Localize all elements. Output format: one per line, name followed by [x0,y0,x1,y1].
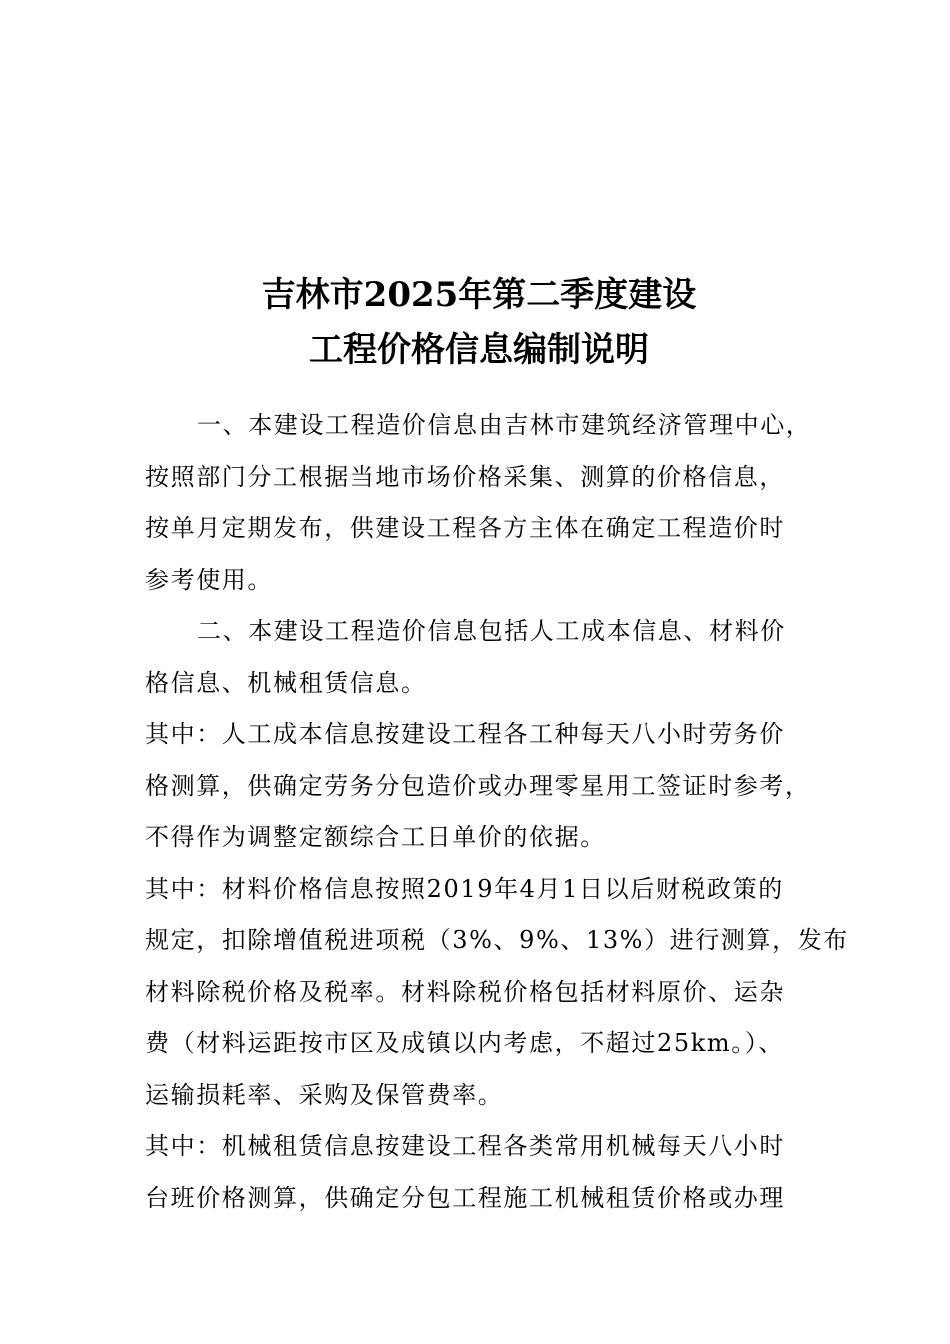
paragraph-3 [145,709,811,864]
title-line-2: 工程价格信息编制说明 [309,330,649,370]
text-line: 一、本建设工程造价信息由吉林市建筑经济管理中心， [197,411,812,439]
text-line: 其中：机械租赁信息按建设工程各类常用机械每天八小时 [145,1132,785,1160]
title-line-1: 吉林市2025年第二季度建设 [261,275,697,315]
paragraph-1 [145,400,812,606]
paragraph-5 [145,1121,805,1224]
text-line: 按单月定期发布，供建设工程各方主体在确定工程造价时 [145,514,785,542]
text-line: 台班价格测算，供确定分包工程施工机械租赁价格或办理 [145,1183,785,1212]
document-title [0,268,950,378]
text-line: 按照部门分工根据当地市场价格采集、测算的价格信息， [145,462,785,491]
text-line: 不得作为调整定额综合工日单价的依据。 [145,823,606,851]
paragraph-4 [145,864,849,1122]
text-line: 参考使用。 [145,565,273,594]
text-line: 二、本建设工程造价信息包括人工成本信息、材料价 [197,617,786,645]
paragraph-2 [145,606,805,709]
document-body [145,400,849,1224]
text-line: 材料除税价格及税率。材料除税价格包括材料原价、运杂 [145,977,785,1006]
text-line: 格测算，供确定劳务分包造价或办理零星用工签证时参考， [145,771,811,800]
text-line: 运输损耗率、采购及保管费率。 [145,1080,504,1109]
text-line: 其中：人工成本信息按建设工程各工种每天八小时劳务价 [145,720,785,748]
text-line: 费（材料运距按市区及成镇以内考虑，不超过25km。）、 [145,1029,785,1057]
text-line: 格信息、机械租赁信息。 [145,668,427,697]
text-line: 其中：材料价格信息按照2019年4月1日以后财税政策的 [145,874,784,903]
text-line: 规定，扣除增值税进项税（3%、9%、13%）进行测算，发布 [145,926,849,954]
